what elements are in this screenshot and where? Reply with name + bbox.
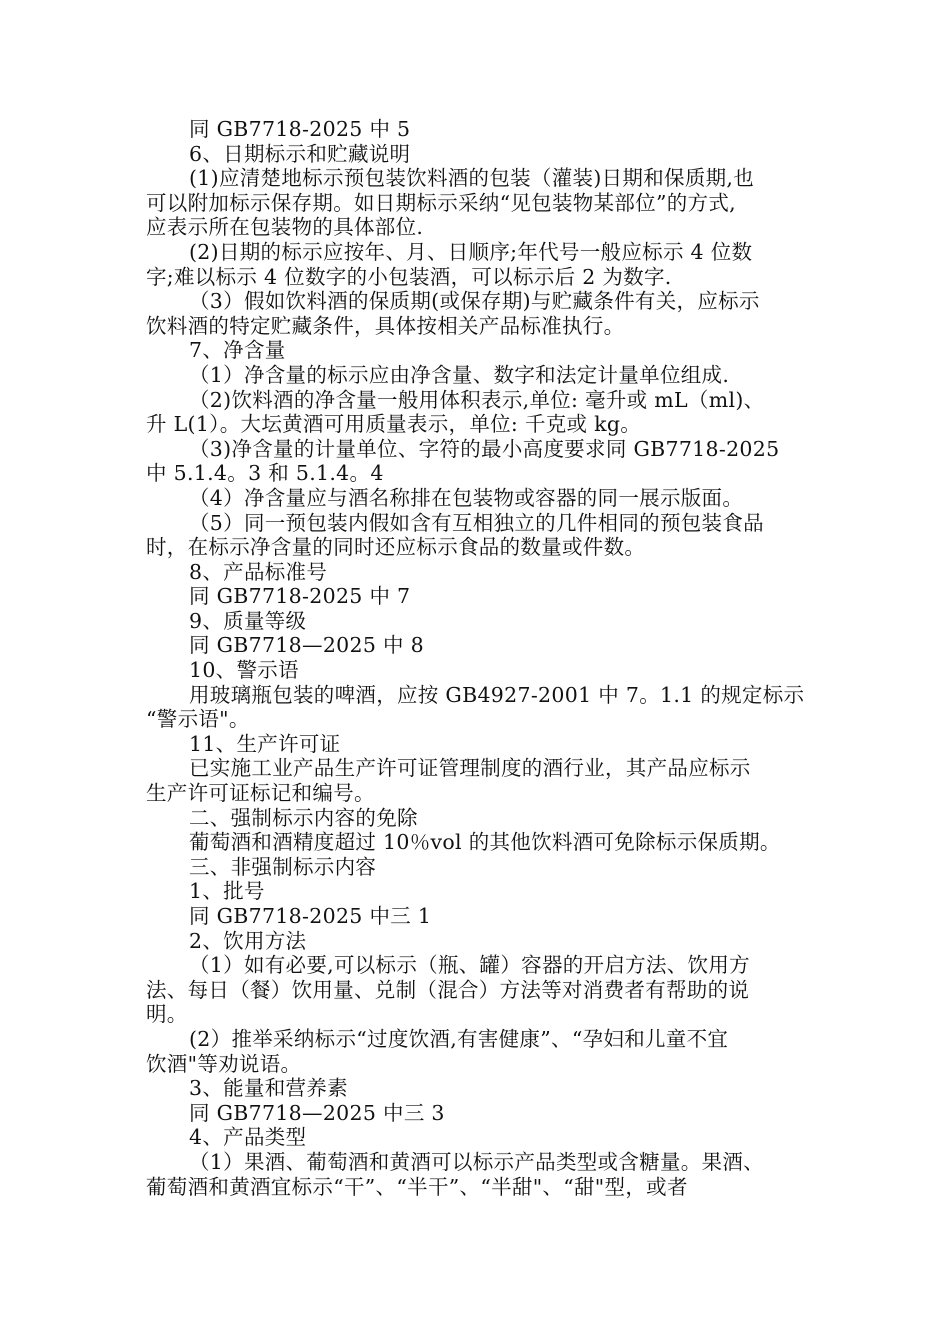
text-line: 已实施工业产品生产许可证管理制度的酒行业，其产品应标示 — [189, 756, 751, 781]
text-line: 可以附加标示保存期。如日期标示采纳“见包装物某部位”的方式, — [146, 190, 736, 215]
text-line: （3)净含量的计量单位、字符的最小高度要求同 GB7718-2025 — [189, 436, 780, 461]
text-line: 时，在标示净含量的同时还应标示食品的数量或件数。 — [146, 535, 646, 560]
text-line: 中 5.1.4。3 和 5.1.4。4 — [146, 461, 384, 486]
text-line: “警示语"。 — [146, 707, 250, 732]
text-line: 饮酒"等劝说语。 — [146, 1051, 302, 1076]
text-line: 葡萄酒和酒精度超过 10％vol 的其他饮料酒可免除标示保质期。 — [189, 830, 781, 855]
text-line: （1）如有必要,可以标示（瓶、罐）容器的开启方法、饮用方 — [189, 953, 750, 978]
text-line: 用玻璃瓶包装的啤酒，应按 GB4927-2001 中 7。1.1 的规定标示 — [189, 682, 805, 707]
text-line: （2)饮料酒的净含量一般用体积表示,单位: 毫升或 mL（ml)、 — [189, 387, 765, 412]
text-line: 同 GB7718—2025 中三 3 — [189, 1100, 445, 1125]
text-line: 葡萄酒和黄酒宜标示“干”、“半干”、“半甜"、“甜"型，或者 — [146, 1174, 688, 1199]
text-line: 应表示所在包装物的具体部位. — [146, 215, 424, 240]
section-heading: 二、强制标示内容的免除 — [189, 805, 418, 830]
section-heading: 9、质量等级 — [189, 608, 307, 633]
section-heading: 3、能量和营养素 — [189, 1076, 348, 1101]
text-line: （1）净含量的标示应由净含量、数字和法定计量单位组成. — [189, 362, 730, 387]
text-line: 同 GB7718-2025 中 7 — [189, 584, 411, 609]
section-heading: 2、饮用方法 — [189, 928, 307, 953]
section-heading: 11、生产许可证 — [189, 731, 341, 756]
text-line: (1)应清楚地标示预包装饮料酒的包装（灌装)日期和保质期,也 — [189, 166, 755, 191]
section-heading: 6、日期标示和贮藏说明 — [189, 141, 411, 166]
text-line: 明。 — [146, 1002, 188, 1027]
text-line: 法、每日（餐）饮用量、兑制（混合）方法等对消费者有帮助的说 — [146, 977, 750, 1002]
text-line: 同 GB7718-2025 中三 1 — [189, 904, 432, 928]
section-heading: 三、非强制标示内容 — [189, 854, 377, 879]
text-line: (2)日期的标示应按年、月、日顺序;年代号一般应标示 4 位数 — [189, 239, 753, 264]
text-line: 饮料酒的特定贮藏条件，具体按相关产品标准执行。 — [146, 313, 625, 338]
section-heading: 7、净含量 — [189, 338, 286, 363]
text-line: （3）假如饮料酒的保质期(或保存期)与贮藏条件有关，应标示 — [189, 289, 760, 314]
section-heading: 1、批号 — [189, 879, 265, 904]
section-heading: 10、警示语 — [189, 658, 299, 683]
section-heading: 4、产品类型 — [189, 1125, 307, 1150]
text-line: (2）推举采纳标示“过度饮酒,有害健康”、“孕妇和儿童不宜 — [189, 1026, 729, 1051]
text-line: 同 GB7718—2025 中 8 — [189, 633, 424, 658]
text-line: （4）净含量应与酒名称排在包装物或容器的同一展示版面。 — [189, 485, 744, 510]
text-line: 升 L(1）。大坛黄酒可用质量表示，单位: 千克或 kg。 — [146, 412, 642, 437]
section-heading: 8、产品标准号 — [189, 559, 328, 584]
text-line: 同 GB7718-2025 中 5 — [189, 117, 411, 141]
document-body — [146, 117, 808, 1199]
text-line: 字;难以标示 4 位数字的小包装酒，可以标示后 2 为数字. — [146, 264, 672, 289]
text-line: （5）同一预包装内假如含有互相独立的几件相同的预包装食品 — [189, 510, 764, 535]
text-line: 生产许可证标记和编号。 — [146, 781, 375, 806]
text-line: （1）果酒、葡萄酒和黄酒可以标示产品类型或含糖量。果酒、 — [189, 1149, 764, 1174]
